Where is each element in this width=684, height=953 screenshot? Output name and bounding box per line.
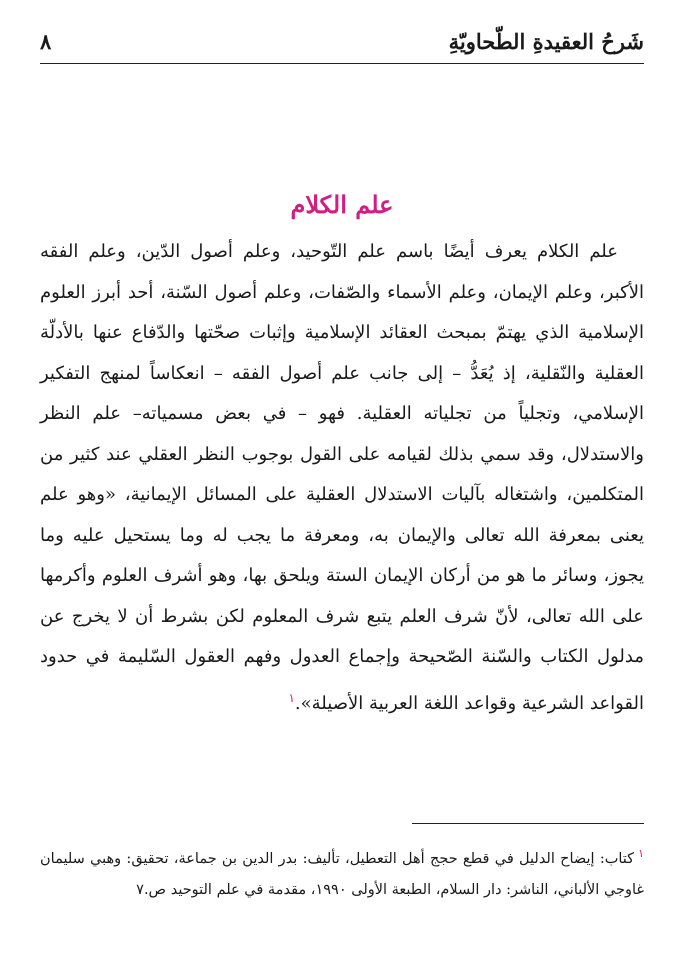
section-title: علم الكلام — [290, 190, 394, 219]
body-text — [40, 232, 644, 724]
footnote-number: ١ — [638, 847, 644, 860]
body-paragraph — [40, 232, 644, 724]
page-number: ٨ — [40, 28, 52, 54]
footnote-text: كتاب: إيضاح الدليل في قطع حجج أهل التعطيل، تأليف: بدر الدين بن جماعة، تحقيق: وهبي سليمان غاوجي الألباني، الناشر: دار السلام، الطبعة الأولى ١٩٩٠، مقدمة في علم التوحيد ص.٧ — [40, 850, 644, 898]
footnote — [40, 838, 644, 906]
running-header — [40, 20, 644, 62]
header-rule — [40, 63, 644, 64]
footnote-reference[interactable]: ١ — [288, 690, 295, 705]
book-title: شَرحُ العقيدةِ الطّحاويّةِ — [448, 28, 644, 54]
footnote-paragraph — [40, 838, 644, 906]
body-paragraph-text: علم الكلام يعرف أيضًا باسم علم التّوحيد، وعلم أصول الدّين، وعلم الفقه الأكبر، وعلم الإيمان، وعلم الأسماء والصّفات، وعلم أصول السّنة، أحد أبرز العلوم الإسلامية الذي يهتمّ بمبحث العقائد الإسلامية وإثبات صحّتها والدّفاع عنها بالأدلّة العقلية والنّقلية، إذ يُعَدُّ – إلى جانب علم أصول الفقه – انعكاساً لمنهج التفكير الإسلامي، وتجلياً من تجلياته العقلية. فهو – في بعض مسمياته– علم النظر والاستدلال، وقد سمي بذلك لقيامه على القول بوجوب النظر العقلي عند كثير من المتكلمين، واشتغاله بآليات الاستدلال العقلية على المسائل الإيمانية، «وهو علم يعنى بمعرفة الله تعالى والإيمان به، ومعرفة ما يجب له وما يستحيل عليه وما يجوز، وسائر ما هو من أركان الإيمان الستة ويلحق بها، وهو أشرف العلوم وأكرمها على الله تعالى، لأنّ شرف العلم يتبع شرف المعلوم لكن بشرط أن لا يخرج عن مدلول الكتاب والسّنة الصّحيحة وإجماع العدول وفهم العقول السّليمة في حدود القواعد الشرعية وقواعد اللغة العربية الأصيلة». — [40, 241, 644, 714]
footnote-rule — [412, 823, 644, 824]
